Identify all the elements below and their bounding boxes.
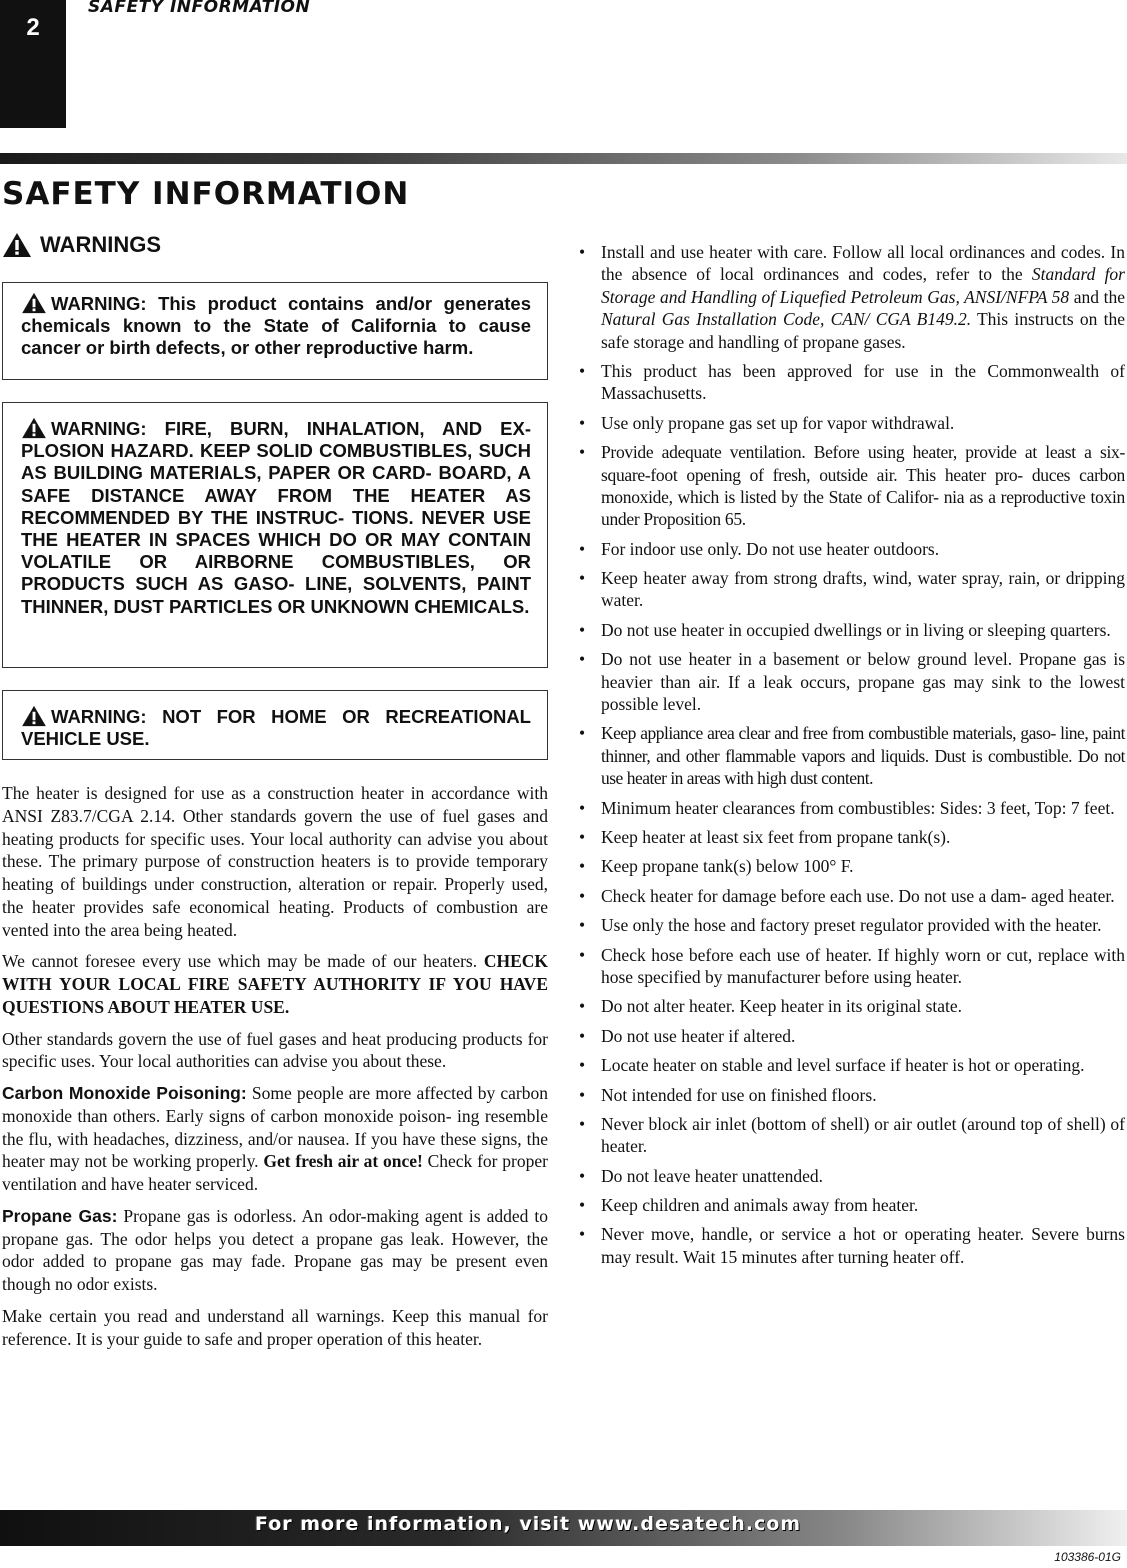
warning-triangle-icon (21, 417, 47, 439)
list-item (579, 241, 1125, 353)
warning-triangle-icon (21, 292, 47, 314)
warning-text: WARNING: FIRE, BURN, INHALATION, AND EX- PLOSION HAZARD. KEEP SOLID COMBUSTIBLES, SUCH AS BUILDING MATERIALS, PAPER OR CARD- BOARD, A SAFE DISTANCE AWAY FROM THE HEATER AS RECOMMENDED BY THE INSTRUC- TIONS. NEVER USE THE HEATER IN SPACES WHICH DO OR MAY CONTAIN VOLATILE OR AIRBORNE COMBUSTIBLES, OR PRODUCTS SUCH AS GASO- LINE, SOLVENTS, PAINT THINNER, DUST PARTICLES OR UNKNOWN CHEMICALS. (21, 418, 531, 617)
list-item: • Do not use heater in occupied dwellings or in living or sleeping quarters. (579, 619, 1125, 641)
warnings-heading (2, 232, 161, 258)
running-head: SAFETY INFORMATION (88, 0, 311, 17)
list-item: • Do not alter heater. Keep heater in its original state. (579, 995, 1125, 1017)
bullet-text: and the (1069, 286, 1125, 307)
list-item: • Check hose before each use of heater. If highly worn or cut, replace with hose specified by manufacturer before using heater. (579, 944, 1125, 989)
bullet-text: Install and use heater with care. Follow all local ordinances and codes. In the absence of local ordinances and codes, refer to the (601, 242, 1125, 285)
page-number: 2 (26, 14, 40, 41)
list-item: • Keep children and animals away from heater. (579, 1194, 1125, 1216)
propane-gas-paragraph (2, 1205, 548, 1296)
read-warnings-paragraph: Make certain you read and understand all warnings. Keep this manual for reference. It is your guide to safe and proper operation of this heater. (2, 1305, 548, 1349)
footer-website-text: For more information, visit www.desatech.com (255, 1513, 802, 1535)
co-poisoning-lead: Carbon Monoxide Poisoning: (2, 1083, 247, 1103)
propane-gas-body: Propane gas is odorless. An odor-making agent is added to propane gas. The odor helps you detect a propane gas leak. However, the odor added to propane gas may fade. Propane gas may be present even though no odor exists. (2, 1205, 548, 1294)
document-number: 103386-01G (1054, 1550, 1121, 1564)
list-item: • For indoor use only. Do not use heater outdoors. (579, 538, 1125, 560)
list-item: • Do not leave heater unattended. (579, 1165, 1125, 1187)
standards-paragraph: Other standards govern the use of fuel gases and heat producing products for specific uses. Your local authorities can advise you about these. (2, 1028, 548, 1072)
intro-paragraph: The heater is designed for use as a construction heater in accordance with ANSI Z83.7/CGA 2.14. Other standards govern the use of fuel gases and heating products for specific uses. Your local authority can advise you about these. The primary purpose of construction heaters is to provide temporary heating of buildings under construction, alteration or repair. Properly used, the heater provides safe economical heating. Products of combustion are vented into the area being heated. (2, 783, 548, 940)
list-item: • Locate heater on stable and level surface if heater is hot or operating. (579, 1054, 1125, 1076)
section-title: SAFETY INFORMATION (2, 176, 410, 212)
list-item: • Keep heater at least six feet from propane tank(s). (579, 826, 1125, 848)
page-number-tab (0, 0, 66, 128)
warning-triangle-icon (2, 232, 32, 258)
fresh-air-emphasis: Get fresh air at once! (263, 1151, 423, 1172)
list-item: • Minimum heater clearances from combustibles: Sides: 3 feet, Top: 7 feet. (579, 797, 1125, 819)
foresee-paragraph (2, 950, 548, 1018)
fire-authority-caps: CHECK WITH YOUR LOCAL FIRE SAFETY AUTHORITY IF YOU HAVE QUESTIONS ABOUT HEATER USE. (2, 951, 548, 1017)
warning-text: WARNING: NOT FOR HOME OR RECREATIONAL VEHICLE USE. (21, 706, 531, 750)
csa-code-title: Natural Gas Installation Code, CAN/ CGA B149.2. (601, 309, 972, 330)
warning-triangle-icon (21, 705, 47, 727)
warning-box-fire-hazard (2, 402, 548, 668)
list-item: • Keep propane tank(s) below 100° F. (579, 855, 1125, 877)
list-item: • Never block air inlet (bottom of shell) or air outlet (around top of shell) of heater. (579, 1113, 1125, 1158)
bullet-text: This instructs on the safe storage and handling of propane gases. (601, 309, 1125, 352)
foresee-text: We cannot foresee every use which may be made of our heaters. (2, 951, 478, 972)
list-item: • Not intended for use on finished floors. (579, 1084, 1125, 1106)
co-poisoning-body: Some people are more affected by carbon monoxide than others. Early signs of carbon monoxide poison- ing resemble the flu, with headaches, dizziness, and/or nausea. If you have these signs, the heater may not be working properly. (2, 1083, 548, 1172)
list-item: • Keep heater away from strong drafts, wind, water spray, rain, or dripping water. (579, 567, 1125, 612)
list-item: • Use only the hose and factory preset regulator provided with the heater. (579, 914, 1125, 936)
warning-box-prop65 (2, 282, 548, 380)
warning-text: WARNING: This product contains and/or generates chemicals known to the State of California to cause cancer or birth defects, or other reproductive harm. (21, 293, 531, 359)
list-item: • Provide adequate ventilation. Before using heater, provide at least a six-square-foot opening of fresh, outside air. This heater pro- duces carbon monoxide, which is listed by the State of Califor- nia as a reproductive toxin under Proposition 65. (579, 441, 1125, 531)
top-rule (0, 153, 1127, 164)
co-poisoning-paragraph (2, 1082, 548, 1196)
warning-box-not-for-home (2, 690, 548, 760)
list-item: • Do not use heater if altered. (579, 1025, 1125, 1047)
safety-bullet-list (579, 241, 1125, 1268)
list-item: • Keep appliance area clear and free from combustible materials, gaso- line, paint thinner, and other flammable vapors and liquids. Dust is combustible. Do not use heater in areas with high dust content. (579, 722, 1125, 789)
list-item: • Check heater for damage before each use. Do not use a dam- aged heater. (579, 885, 1125, 907)
propane-gas-lead: Propane Gas: (2, 1205, 118, 1226)
list-item: • This product has been approved for use in the Commonwealth of Massachusetts. (579, 360, 1125, 405)
co-poisoning-end: Check for proper ventilation and have heater serviced. (2, 1151, 548, 1194)
left-column (2, 282, 548, 1359)
list-item: • Use only propane gas set up for vapor withdrawal. (579, 412, 1125, 434)
right-column (579, 241, 1125, 1275)
nfpa-standard-title: Standard for Storage and Handling of Liquefied Petroleum Gas, ANSI/NFPA 58 (601, 264, 1125, 307)
warnings-heading-label: WARNINGS (40, 232, 161, 257)
list-item: • Never move, handle, or service a hot or operating heater. Severe burns may result. Wait 15 minutes after turning heater off. (579, 1223, 1125, 1268)
list-item: • Do not use heater in a basement or below ground level. Propane gas is heavier than air. If a leak occurs, propane gas may sink to the lowest possible level. (579, 648, 1125, 715)
